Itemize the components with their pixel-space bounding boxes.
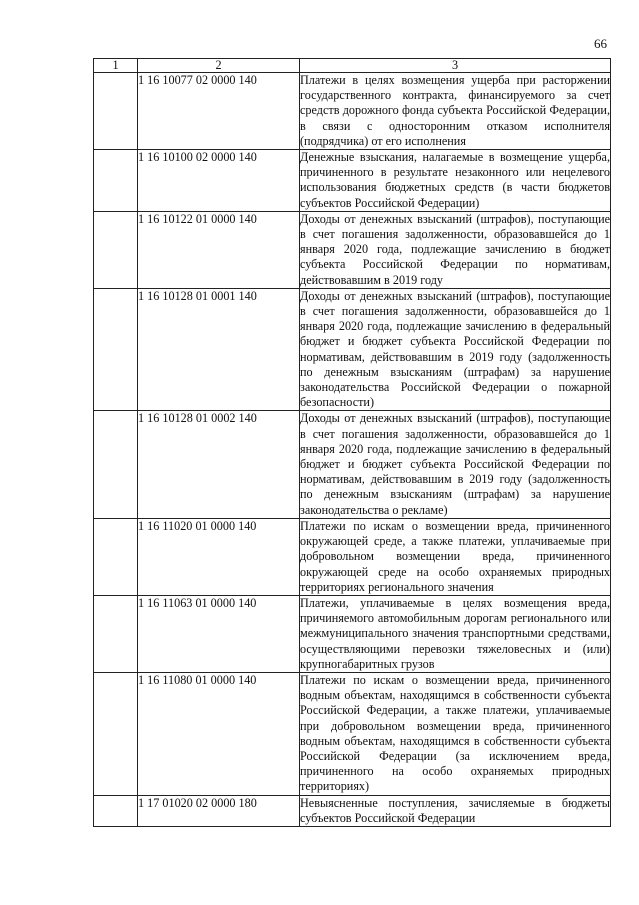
row-number-cell [94, 73, 138, 150]
row-number-cell [94, 150, 138, 212]
row-number-cell [94, 672, 138, 795]
revenue-description: Доходы от денежных взысканий (штрафов), поступающие в счет погашения задолженности, образовавшейся до 1 января 2020 года, подлежащие зачислению в федеральный бюджет и бюджет субъекта Российской Федерации по нормативам, действовавшим в 2019 году (задолженность по денежным взысканиям (штрафам) за нарушение законодательства Российской Федерации о пожарной безопасности) [300, 288, 610, 410]
table-row [94, 150, 611, 212]
classification-code: 1 16 10077 02 0000 140 [138, 73, 300, 150]
classification-code: 1 16 10100 02 0000 140 [138, 150, 300, 212]
revenue-description: Платежи в целях возмещения ущерба при расторжении государственного контракта, финансируемого за счет средств дорожного фонда субъекта Российской Федерации, в связи с односторонним отказом исполнителя (подрядчика) от его исполнения [300, 73, 610, 148]
column-header-3: 3 [300, 59, 611, 73]
row-number-cell [94, 795, 138, 826]
column-header-1: 1 [94, 59, 138, 73]
table-row [94, 795, 611, 826]
classification-code: 1 17 01020 02 0000 180 [138, 795, 300, 826]
row-number-cell [94, 518, 138, 595]
column-header-2: 2 [138, 59, 300, 73]
row-number-cell [94, 595, 138, 672]
revenue-description: Платежи по искам о возмещении вреда, причиненного водным объектам, находящимся в собственности субъекта Российской Федерации, а также платежи, уплачиваемые при добровольном возмещении вреда, причиненного водным объектам, находящимся в собственности субъекта Российской Федерации (за исключением вреда, причиненного на особо охраняемых природных территориях) [300, 672, 610, 794]
revenue-description: Доходы от денежных взысканий (штрафов), поступающие в счет погашения задолженности, образовавшейся до 1 января 2020 года, подлежащие зачислению в федеральный бюджет и бюджет субъекта Российской Федерации по нормативам, действовавшим в 2019 году (задолженность по денежным взысканиям (штрафам) за нарушение законодательства о рекламе) [300, 411, 610, 517]
table-row [94, 672, 611, 795]
row-number-cell [94, 288, 138, 411]
revenue-description: Платежи, уплачиваемые в целях возмещения вреда, причиняемого автомобильным дорогам регионального или межмуниципального значения транспортными средствами, осуществляющими перевозки тяжеловесных и (или) крупногабаритных грузов [300, 595, 610, 671]
classification-code: 1 16 11080 01 0000 140 [138, 672, 300, 795]
table-header-row [94, 59, 611, 73]
table-row [94, 518, 611, 595]
classification-code: 1 16 11020 01 0000 140 [138, 518, 300, 595]
row-number-cell [94, 411, 138, 518]
revenue-description: Невыясненные поступления, зачисляемые в бюджеты субъектов Российской Федерации [300, 795, 610, 825]
classification-code: 1 16 10122 01 0000 140 [138, 211, 300, 288]
page-number: 66 [594, 36, 607, 51]
revenue-description: Доходы от денежных взысканий (штрафов), поступающие в счет погашения задолженности, образовавшейся до 1 января 2020 года, подлежащие зачислению в бюджет субъекта Российской Федерации по нормативам, действовавшим в 2019 году [300, 211, 610, 287]
classification-code: 1 16 10128 01 0001 140 [138, 288, 300, 411]
classification-code: 1 16 10128 01 0002 140 [138, 411, 300, 518]
table-row [94, 288, 611, 411]
table-row [94, 73, 611, 150]
table-row [94, 211, 611, 288]
revenue-codes-table [93, 58, 611, 827]
table-row [94, 411, 611, 518]
revenue-description: Денежные взыскания, налагаемые в возмещение ущерба, причиненного в результате незаконного или нецелевого использования бюджетных средств (в части бюджетов субъектов Российской Федерации) [300, 150, 610, 210]
row-number-cell [94, 211, 138, 288]
classification-code: 1 16 11063 01 0000 140 [138, 595, 300, 672]
revenue-description: Платежи по искам о возмещении вреда, причиненного окружающей среде, а также платежи, уплачиваемые при добровольном возмещении вреда, причиненного окружающей среде на особо охраняемых природных территориях регионального значения [300, 518, 610, 594]
table-row [94, 595, 611, 672]
